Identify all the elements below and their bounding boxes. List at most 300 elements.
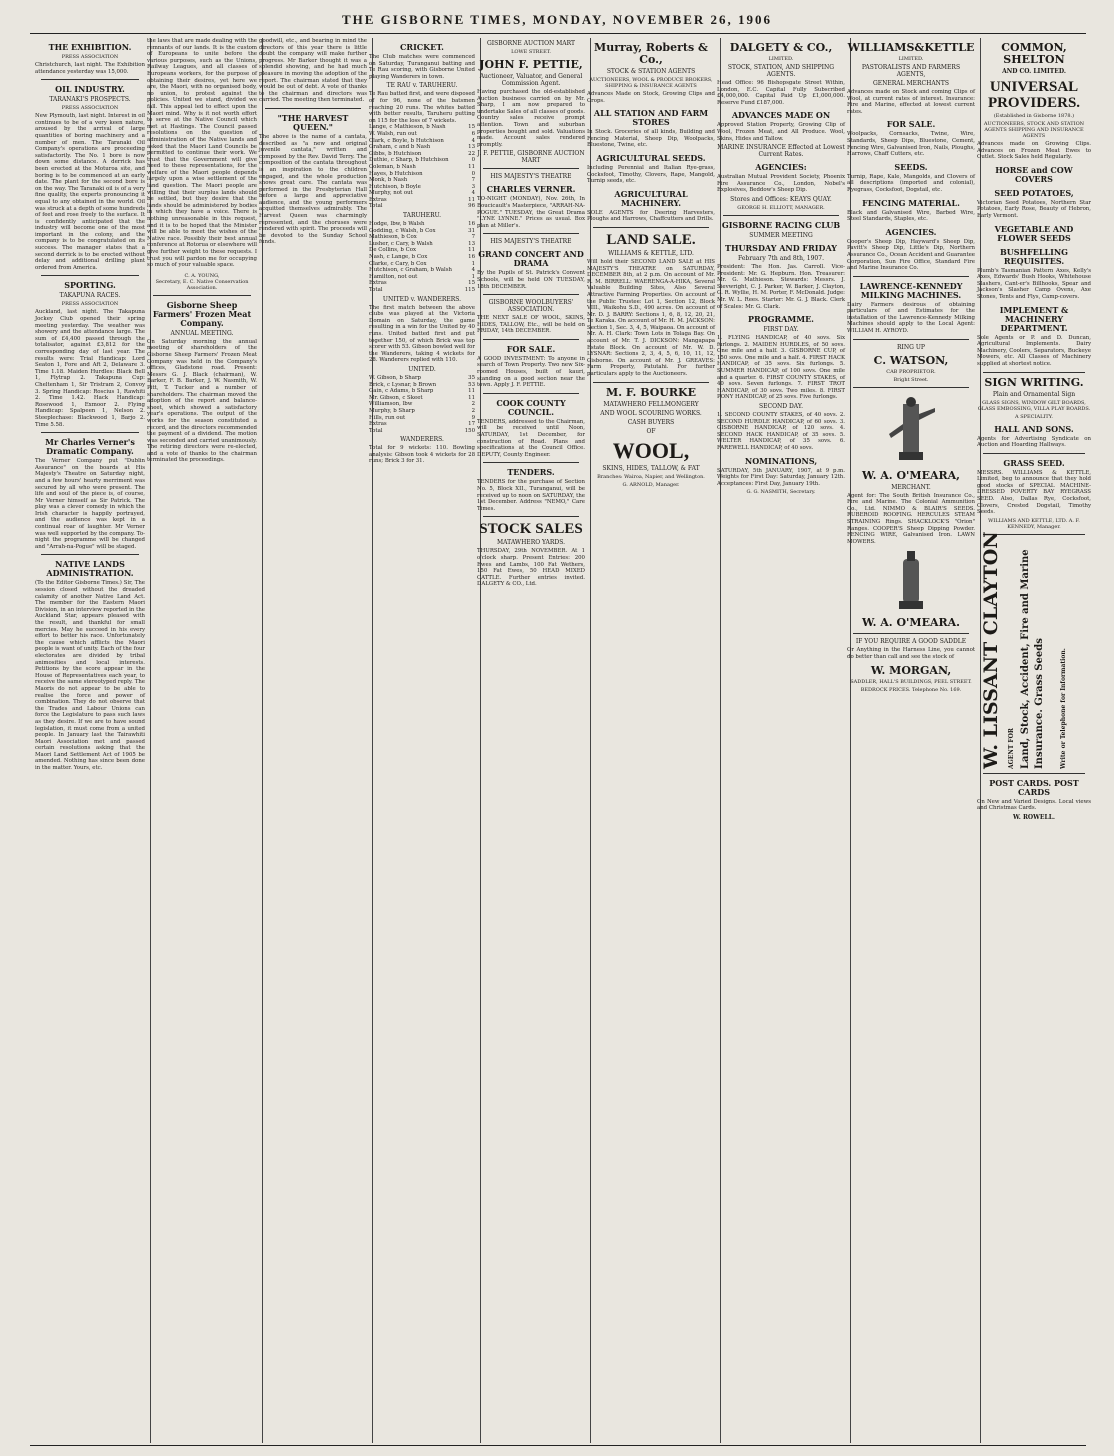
footer-rule [30,1445,1086,1446]
bourke-branches: Branches: Wairoa, Napier, and Wellington. [597,473,705,480]
common-implement-heading: IMPLEMENT & MACHINERY DEPARTMENT. [999,304,1069,333]
batsman-name: Coleman, b Nash [369,163,416,170]
batsman-runs: 115 [464,287,475,293]
bourke-subtitle-2: AND WOOL SCOURING WORKS. [600,409,702,417]
common-services: AUCTIONEERS, STOCK AND STATION AGENTS SHIPPING AND INSURANCE AGENTS [983,121,1085,139]
batsman-name: W. Gibson, b Sharp [369,374,421,381]
dalgety-advances-heading: ADVANCES MADE ON [731,110,831,121]
morgan-telephone: BEDROCK PRICES. Telephone No. 169. [860,686,962,693]
batsman-name: Total [369,203,383,210]
masthead-rule [30,33,1086,34]
dalgety-agencies-body: Australian Mutual Provident Society, Phoenix Fire Assurance Co., London, Nobel's Explosives, Beddow's Sheep Dip. [717,174,847,194]
native-body: (To the Editor Gisborne Times.) Sir, The session closed without the dreaded calamity of another Native Land Act. The member for the Eastern Maori Division, in an interview reported in the Auckland Star, appears pleased with the result, and thankful for small mercies. May he succeed in his every effort to better his race. Unfortunately the cause which afflicts the Maori people is want of unity. Each of the four electorates are divided by tribal animosities and local interests. Petitions by the score appear in the House of Representatives each year, to receive the same stereotyped reply. The Maoris do not appear to be able to realise the force and power of combination. They do not observe that the Trades and Labour Unions can force the Legislature to pass such laws as they desire. If we are to have sound legislation, it must come from a united people. In January last the Tairawhiti Maori Association met and passed certain resolutions asking that the Maori Land Settlement Act of 1905 be amended. Nothing has since been done in the matter. Yours, etc. [35,580,147,772]
common-bushfelling-heading: BUSHFELLING REQUISITES. [1000,246,1068,266]
racing-signoff: G. G. NASMITH, Secretary. [746,489,816,496]
cricket-sub3: UNITED v. WANDERERS. [382,295,462,303]
batsman-name: Extras [369,280,387,287]
common-bushfelling-body: Plumb's Tasmanian Pattern Axes, Kelly's Axes, Edwards' Bush Hooks, Whitehouse Slashers, Cant-er's Billhooks, Spear and Jackson's Slasher Camp Ovens, Axe Stones, Tents and Flys, Camp-covers. [977,267,1093,300]
batsman-runs: 15 [468,280,475,287]
batsman-runs: 15 [468,124,475,131]
batsman-name: Graham, c and b Nash [369,144,431,151]
watson-name: C. WATSON, [873,353,949,367]
saddle-body: Or Anything in the Harness Line, you cannot do better than call and see the stock of [847,647,977,660]
dalgety-name: DALGETY & CO., [729,41,833,54]
batsman-runs: 35 [468,374,475,381]
wk-forsale-heading: FOR SALE. [886,119,936,130]
column-9 [972,38,1096,1443]
dalgety-marine: MARINE INSURANCE Effected at Lowest Current Rates. [717,144,845,159]
signature-title: Secretary, E. C. Native Conservation Association. [155,278,249,291]
batsman-runs: 13 [468,240,475,247]
sign-heading: SIGN WRITING. [984,375,1084,389]
wk-subtitle-3: GENERAL MERCHANTS [872,80,950,87]
batsman-runs: 13 [468,144,475,151]
batsman-name: Lusher, c Cary, b Walsh [369,240,433,247]
murray-subtitle-2: AUCTIONEERS, WOOL & PRODUCE BROKERS, SHIPPING & INSURANCE AGENTS [589,77,713,89]
dalgety-subtitle: LIMITED. [768,56,794,62]
score-row [369,395,475,402]
batsman-name: Total [369,427,383,434]
omeara-body: Agent for: The South British Insurance Co., Fire and Marine. The Colonial Ammunition Co., Ltd. NIMMO & BLAIR'S SEEDS. RUBEROID ROOFING. HERCULES STEAM STRAINING Rings. SHACKLOCK'S "Orion" Ranges. COOPER'S Sheep Dipping Powder. FENCING WIRE, Galvanised Iron. LAWN MOWERS. [847,492,977,545]
sheep-subheading: ANNUAL MEETING. [170,329,234,337]
score-row [369,428,475,435]
theatre-heading: HIS MAJESTY'S THEATRE [490,173,572,181]
batsman-runs: 3 [471,183,475,190]
score-row [369,280,475,287]
batsman-runs: 11 [468,247,475,254]
exhibition-heading: THE EXHIBITION. [48,42,132,52]
divider [483,233,579,234]
score-row [369,267,475,274]
wk-body: Advances made on Stock and coming Clips of Wool, at current rates of interest. Insurance: Fire and Marine, effected at lowest current rates. [847,89,977,115]
harvest-heading: "THE HARVEST QUEEN." [277,112,349,132]
sign-speciality: A SPECIALITY. [1015,413,1053,420]
divider [853,633,969,634]
batsman-runs: 0 [471,170,475,177]
sporting-byline: PRESS ASSOCIATION [61,301,119,308]
divider [483,168,579,169]
watson-street: Bright Street. [893,376,929,383]
score-row [369,401,475,408]
oil-heading: OIL INDUSTRY. [55,84,125,95]
dalgety-signoff: GEORGE H. ELLIOTT, MANAGER. [737,204,825,211]
batsman-name: De Collins, b Cox [369,247,417,254]
score-row [369,221,475,228]
murray-seeds-body: Including Perennial and Italian Rye-grass, Cocksfoot, Timothy, Clovers, Rape, Mangold, Turnip seeds, etc. [587,164,717,185]
column-5 [472,38,591,1443]
common-seeds-heading: VEGETABLE AND FLOWER SEEDS [994,223,1074,243]
batsman-runs: 2 [471,407,475,414]
stock-body: THURSDAY, 29th NOVEMBER. At 1 o'clock sharp. Present Entries: 200 Ewes and Lambs, 100 Fat Wethers, 150 Fat Ewes, 50 HEAD MIXED CATTLE. Further entries invited. DALGETY & CO., Ltd. [477,548,587,588]
morgan-name: W. MORGAN, [870,663,952,677]
divider [483,393,579,394]
cricket-body2: Te Rau batted first, and were disposed of for 96, none of the batsmen reaching 20 runs. The whites batted with better results, Taruheru putting on 115 for the loss of 7 wickets. [369,91,477,124]
wk-fencing-body: Black and Galvanised Wire, Barbed Wire, Steel Standards, Staples, etc. [847,209,977,223]
oil-byline: PRESS ASSOCIATION [61,105,119,112]
score-row [369,171,475,178]
batsman-name: Murphy, not out [369,190,413,197]
saddle-heading: IF YOU REQUIRE A GOOD SADDLE [855,638,967,646]
morgan-address: SADDLER, HALL'S BUILDINGS, PEEL STREET. [850,678,972,685]
score-row [369,421,475,428]
common-name-2: AND CO. LIMITED. [1002,68,1066,75]
pettie-body: Having purchased the old-established Auction business carried on by Mr. Sharp, I am now prepared to undertake Sales of all classes of goods. Country sales receive prompt attention. Town and suburban properties bought and sold. Valuations made. Account sales rendered promptly. [477,89,587,148]
sheep-continued-body: goodwill, etc., and bearing in mind the directors of this year there is little doubt the company will make further progress. Mr Barker thought it was a splendid showing, and he had much pleasure in moving the adoption of the report. The chairman stated that they would be out of debt. A vote of thanks to the chairman and directors was carried. The meeting then terminated. [259,38,369,104]
pump-illustration-icon [881,394,941,464]
clayton-advert [977,531,1091,769]
batsman-runs: 22 [468,150,475,157]
sign-name: HALL AND SONS. [994,423,1074,434]
batsman-runs: 53 [468,381,475,388]
wk-agencies-body: Cooper's Sheep Dip, Hayward's Sheep Dip, Pavitt's Sheep Dip, Little's Dip, Northern Assurance Co., Ocean Accident and Guarantee Corporation, Sun Fire Office, Standard Fire and Marine Insurance Co. [847,238,977,272]
scorecard-2 [369,221,475,294]
column-4 [364,38,481,1443]
racing-officials: President: The Hon. Jas. Carroll. Vice-President: Mr. G. Hepburn. Hon. Treasurer: Mr. G. Mathieson. Stewards: Messrs. J. Sievwright, C. J. Parker, W. Barker, J. Clayton, G. R. Wyllie, H. M. Porter, F. McDonald. Judge: Mr. W. L. Rees. Starter: Mr. G. J. Black. Clerk of Scales: Mr. G. Clark. [717,263,847,310]
bourke-signoff: G. ARNOLD, Manager. [622,481,680,488]
batsman-runs: 2 [471,401,475,408]
racing-dates: February 7th and 8th, 1907. [738,254,824,262]
divider [483,462,579,463]
verner-body: The Verner Company put "Dublin Assurance" on the boards at His Majesty's Theatre on Saturday night, and a few hours' hearty merriment was secured by all who were present. The life and soul of the piece is, of course, Mr Verner himself as Sir Patrick. The play was a clever comedy in which the Irish character is happily portrayed, and the audience was kept in a continual roar of laughter. Mr Verner was well supported by the company. To-night the programme will be changed and "Arrah-na-Pogue" will be staged. [35,458,147,550]
exhibition-body: Christchurch, last night. The Exhibition attendance yesterday was 15,000. [35,62,147,75]
score-row [369,131,475,138]
pettie-street: LOWE STREET. [511,49,551,55]
racing-subtitle: SUMMER MEETING [749,231,813,239]
pettie-signoff: J. F. PETTIE, GISBORNE AUCTION MART [477,150,585,165]
pettie-subtitle: Auctioneer, Valuator, and General Commission Agent. [479,73,583,87]
dalgety-agencies-heading: AGENCIES: [755,162,807,173]
divider [153,295,251,296]
score-row [369,228,475,235]
omeara-name-2: W. A. O'MEARA. [861,616,961,630]
batsman-runs: 150 [464,427,475,434]
cricket-body4: Total for 9 wickets: 110. Bowling analysis: Gibson took 4 wickets for 28 runs; Brick 3 for 31. [369,445,477,465]
murray-stores-body: In Stock. Groceries of all kinds, Building and Fencing Material, Sheep Dip, Woolpacks, Bluestone, Twine, etc. [587,129,717,149]
wk-subtitle: LIMITED. [898,56,924,62]
milking-body: Dairy Farmers desirous of obtaining particulars of and Estimates for the installation of the Lawrence-Kennedy Milking Machines should apply to the Local Agent: WILLIAM H. AYROYD. [847,301,977,335]
cricket-sub5: WANDERERS. [400,436,444,444]
batsman-name: W. Walsh, run out [369,130,417,137]
postcards-heading: POST CARDS. POST CARDS [989,777,1079,797]
sporting-body: Auckland, last night. The Takapuna Jockey Club opened their spring meeting yesterday. The weather was showery and the attendance large. The sum of £4,400 passed through the totalisator, against £3,812 for the corresponding day of last year. The results were: Trial Handicap: Lord Seaton 1, Fore and Aft 2, Delaware 3. Time 1.18. Maiden Hurdles: Black Bell 1, Flytrap 2. Takapuna Cup: Cheltenham 1, Sir Tristram 2, Convoy 3. Spring Handicap: Roscius 1, Rawhiti 2. Time 1.42. Hack Handicap: Rosewood 1, Exmoor 2. Flying Handicap: Spalpeen 1, Nelson 2. Steeplechase: Blackwood 1, Barjo 2. Time 5.58. [35,309,147,428]
column-6 [582,38,721,1443]
verner-heading: Mr Charles Verner's Dramatic Company. [45,437,135,457]
sheep-heading: Gisborne Sheep Farmers' Frozen Meat Company. [152,299,252,328]
racing-nominations-heading: NOMINATIONS, [744,455,818,466]
score-row [369,234,475,241]
cricket-sub2: TARUHERU. [402,212,442,220]
batsman-name: Williamson, lbw [369,401,413,408]
batsman-name: Lange, c Mathieson, b Nash [369,124,446,131]
score-row [369,124,475,131]
clayton-name: W. LISSANT CLAYTON [980,531,1002,769]
batsman-name: Godding, c Walsh, b Cox [369,227,436,234]
racing-first-day: FIRST DAY. [763,326,799,334]
wk-fencing-heading: FENCING MATERIAL. [862,197,960,208]
tenders-heading: TENDERS. [507,467,555,478]
grass-body: MESSRS. WILLIAMS & KETTLE, Limited, beg to announce that they hold good stocks of SPECIAL MACHINE-DRESSED POVERTY BAY RYEGRASS SEED. Also, Dallas Rye, Cocksfoot, Clovers, Crested Dogstail, Timothy Seeds. [977,469,1093,516]
bourke-subtitle: MATAWHERO FELLMONGERY [603,400,699,408]
bourke-subtitle-4: OF [646,427,656,435]
racing-nominations-body: SATURDAY, 5th JANUARY, 1907, at 9 p.m. Weights for First Day: Saturday, January 12th. Acceptances: First Day, January 19th. [717,467,847,487]
murray-machinery-body: SOLE AGENTS for Deering Harvesters, Ploughs and Harrows, Chaffcutters and Drills. [587,209,717,223]
cricket-body: The Club matches were commenced on Saturday, Turanganui batting and Te Rau scoring, with Gisborne United playing Wanderers in town. [369,54,477,80]
grass-heading: GRASS SEED. [1003,457,1065,468]
racing-programme-heading: PROGRAMME. [748,314,814,325]
batsman-name: Clark, c Boyle, b Hutchison [369,137,444,144]
pettie-mart-heading: GISBORNE AUCTION MART [486,40,576,47]
clayton-agent: AGENT FOR [1008,727,1015,769]
murray-machinery-heading: AGRICULTURAL MACHINERY. [614,188,688,208]
batsman-runs: 0 [471,157,475,164]
divider [483,516,579,517]
score-row [369,184,475,191]
signature: C. A. YOUNG, [184,272,220,279]
woolbuyers-heading: GISBORNE WOOLBUYERS' ASSOCIATION. [488,299,574,314]
wk-agencies-heading: AGENCIES. [885,226,937,237]
batsman-name: Total [369,287,383,293]
woolbuyers-body: THE NEXT SALE OF WOOL, SKINS, HIDES, TALLOW, Etc., will be held on FRIDAY, 14th DECEMBER. [477,315,587,335]
wk-seeds-body: Turnip, Rape, Kale, Mangolds, and Clovers of all descriptions (imported and colonial), Ryegrass, Cocksfoot, Dogstail, etc. [847,173,977,193]
batsman-runs: 7 [471,177,475,184]
score-row [369,382,475,389]
theatre-heading-2: HIS MAJESTY'S THEATRE [490,238,572,246]
racing-days: THURSDAY AND FRIDAY [725,242,837,253]
landsale-heading: LAND SALE. [606,231,696,248]
divider [593,382,709,383]
batsman-name: Hodge, lbw, b Walsh [369,221,425,228]
divider [483,339,579,340]
theatre-body: TO-NIGHT (MONDAY), Nov. 26th, In Boucicault's Masterpiece, "ARRAH-NA-POGUE." TUESDAY, the Great Drama "LYNE LYNNE." Prices as usual. Box plan at Miller's. [477,196,587,229]
divider [983,453,1085,454]
batsman-name: Extras [369,421,387,428]
divider [723,215,839,216]
batsman-name: Monk, b Nash [369,177,408,184]
score-row [369,190,475,197]
batsman-name: Hamilton, not out [369,273,418,280]
divider [593,227,709,228]
score-row [369,254,475,261]
score-row [369,247,475,254]
divider [265,108,361,109]
milking-heading: LAWRENCE-KENNEDY MILKING MACHINES. [859,280,963,300]
grass-signoff: WILLIAMS AND KETTLE, LTD. A. F. KENNEDY, Manager. [988,517,1080,530]
oil-body: New Plymouth, last night. Interest in oil continues to be of a very keen nature, aroused by the arrival of large quantities of boring machinery and a number of men. The Taranaki Oil Company's operations are proceeding satisfactorily. The No. 1 bore is now down some distance. A derrick has been erected at the Moturoa site, and boring is to be commenced at an early date. The plant for the second bore is on the way. The Taranaki oil is of a very fine quality, the experts pronouncing it equal to any obtained in the world. Oil was struck at a depth of some hundreds of feet and rose freely to the surface. It is confidently anticipated that the industry will become one of the most important in the colony, and the company is to be congratulated on its success. The manager states that a second derrick is to be erected without delay and additional drilling plant ordered from America. [35,113,147,271]
score-row [369,151,475,158]
batsman-runs: 11 [468,196,475,203]
cricket-heading: CRICKET. [400,42,444,52]
forsale-heading: FOR SALE. [506,343,556,354]
stock-heading: STOCK SALES [479,521,583,538]
score-row [369,164,475,171]
native-heading: NATIVE LANDS ADMINISTRATION. [46,559,134,579]
landsale-body: Will hold their SECOND LAND SALE at HIS MAJESTY'S THEATRE on SATURDAY, DECEMBER 8th, at 2 p.m. On account of Mr. R. M. BIRRELL: WAERENGA-A-HIKA, Several Valuable Building Sites, Also Several Attractive Farming Properties. On account of the Public Trustee: Lot 1, Section 12, Block VIII., Waikohu S.D., 490 acres. On account of Mr. D. J. BARRY: Sections 1, 6, 8, 12, 20, 21, Te Karaka. On account of Mr. H. M. JACKSON: Section 1, Sec. 3, 4, 5, Waipaoa. On account of Mr. A. H. Clark: Town Lots in Tolaga Bay. On account of Mr. T. J. DICKSON: Mangapapa Estate Block. On account of Mr. W. D. LYSNAR: Sections 2, 3, 4, 5, 6, 10, 11, 12, Gisborne. On account of Mr. J. GREAVES: Farm Property, Patutahi. For further particulars apply to the Auctioneers. [587,258,717,378]
batsman-name: Hills, run out [369,414,406,421]
batsman-runs: 7 [471,234,475,241]
watson-title: CAB PROPRIETOR. [886,368,936,375]
batsman-name: Extras [369,196,387,203]
pettie-name: JOHN F. PETTIE, [479,58,583,71]
batsman-runs: 9 [471,414,475,421]
wk-subtitle-2: PASTORALISTS AND FARMERS AGENTS, [861,64,961,78]
score-row [369,157,475,164]
wk-forsale-body: Woolpacks, Cornsacks, Twine, Wire, Standards, Sheep Dips, Bluestone, Cement, Fencing Wire, Galvanised Iron, Nails, Ploughs, Harrows, Chaff Cutters, etc. [847,131,977,158]
score-row [369,197,475,204]
bourke-subtitle-3: CASH BUYERS [627,418,675,426]
batsman-name: Clarke, c Cary, b Cox [369,260,427,267]
column-3 [254,38,373,1443]
batsman-name: Nash, c Lange, b Cox [369,254,428,261]
batsman-runs: 6 [471,130,475,137]
cook-heading: COOK COUNTY COUNCIL. [496,397,566,417]
score-row [369,203,475,210]
batsman-name: Brick, c Lysnar, b Brown [369,381,437,388]
batsman-runs: 16 [468,254,475,261]
batsman-name: Murphy, b Sharp [369,407,415,414]
batsman-name: Hayes, b Hutchison [369,170,423,177]
sheep-body: On Saturday morning the annual meeting of shareholders of the Gisborne Sheep Farmers' Frozen Meat Company was held in the Company's offices, Gladstone road. Present: Messrs G. J. Black (chairman), W. Barker, F. B. Barker, J. W. Nasmith, W. Pitt, T. Tucker and a number of shareholders. The chairman moved the adoption of the report and balance-sheet, which showed a satisfactory year's operations. The output of the works for the season constituted a record, and the directors recommended the payment of a dividend. The motion was seconded and carried unanimously. The retiring directors were re-elected, and a vote of thanks to the chairman terminated the proceedings. [147,338,259,464]
common-name: COMMON, SHELTON [1001,41,1067,66]
clayton-contact: Write or Telephone for Information. [1060,648,1067,769]
racing-second-day: SECOND DAY. [759,403,803,411]
divider [983,372,1085,373]
common-providers: UNIVERSAL PROVIDERS. [987,79,1081,111]
concert-body: By the Pupils of St. Patrick's Convent Schools, will be held ON TUESDAY, 18th DECEMBER. [477,270,587,290]
exhibition-byline: PRESS ASSOCIATION [61,54,119,60]
common-covers-heading: HORSE and COW COVERS [995,164,1073,184]
sprayer-illustration-icon [891,551,931,611]
clayton-services: Land, Stock, Accident, Fire and Marine Insurance. Grass Seeds [1020,549,1045,769]
dalgety-subtitle-2: STOCK, STATION, AND SHIPPING AGENTS. [727,64,835,78]
dalgety-body: Head Office: 96 Bishopsgate Street Within, London, E.C. Capital Fully Subscribed £4,000,000. Capital Paid Up £1,000,000. Reserve Fund £187,000. [717,80,847,106]
column-7 [712,38,851,1443]
score-row [369,274,475,281]
dalgety-advances-body: Approved Station Property, Growing Clip of Wool, Frozen Meat, and All Produce. Wool, Skins, Hides and Tallow. [717,122,847,142]
cricket-body3: The first match between the above clubs was played at the Victoria Domain on Saturday, the game resulting in a win for the United by 40 runs. United batted first and put together 150, of which Brick was top scorer with 53. Gibson bowled well for the Wanderers, taking 4 wickets for 28. Wanderers replied with 110. [369,304,477,364]
racing-second-day-body: 1. SECOND COUNTY STAKES, of 40 sovs. 2. SECOND HURDLE HANDICAP, of 60 sovs. 3. GISBORNE HANDICAP, of 120 sovs. 4. SECOND HACK HANDICAP, of 35 sovs. 5. WELTER HANDICAP, of 35 sovs. 6. FAREWELL HANDICAP, of 40 sovs. [717,412,847,451]
divider [853,276,969,277]
batsman-runs: 96 [468,203,475,210]
batsman-runs: 11 [468,163,475,170]
harvest-body: The above is the name of a cantata, described as "a new and original juvenile cantata," written and composed by the Rev. David Terry. The composition of the cantata throughout is an inspiration to the children engaged, and the whole production shows great care. The cantata was performed in the Presbyterian Hall before a large and appreciative audience, and the young performers acquitted themselves admirably. The Harvest Queen was charmingly represented, and the choruses were rendered with spirit. The proceeds will be devoted to the Sunday School funds. [259,133,369,246]
score-row [369,241,475,248]
score-row [369,261,475,268]
common-established: (Established in Gisborne 1878.) [993,113,1075,119]
postcards-signoff: W. ROWELL. [1012,814,1056,822]
sporting-heading: SPORTING. [64,280,116,291]
divider [853,339,969,340]
batsman-runs: 31 [468,227,475,234]
batsman-name: Duthie, c Sharp, b Hutchison [369,157,449,164]
sign-subtitle: Plain and Ornamental Sign [992,390,1076,398]
oil-subheading: TARANAKI'S PROSPECTS. [49,96,131,104]
score-row [369,144,475,151]
scorecard-1 [369,124,475,210]
column-8 [842,38,981,1443]
murray-name: Murray, Roberts & Co., [594,41,708,66]
omeara-name: W. A. O'MEARA, [861,468,961,482]
column-1 [30,38,151,1443]
cricket-sub1: TE RAU v. TARUHERU. [386,82,458,90]
sign-body: Agents for Advertising Syndicate on Auction and Hoarding Hallways. [977,435,1093,449]
concert-heading: GRAND CONCERT AND DRAMA [478,249,584,269]
forsale-body: A GOOD INVESTMENT: To anyone in search of Town Property. Two new Six-roomed Houses, built of kauri, standing on a good section near the town. Apply J. F. PETTIE. [477,355,587,389]
batsman-name: Hutchison, b Boyle [369,183,421,190]
scorecard-3 [369,375,475,434]
cricket-sub4: UNITED. [408,365,436,373]
batsman-runs: 4 [471,267,475,274]
bourke-subtitle-5: SKINS, HIDES, TALLOW, & FAT [602,464,700,472]
dalgety-stores: Stores and Offices: KEAYS QUAY. [730,195,832,203]
masthead-title: THE GISBORNE TIMES, MONDAY, NOVEMBER 26, 1906 [341,12,773,27]
racing-heading: GISBORNE RACING CLUB [721,219,841,230]
bourke-name: M. F. BOURKE [606,385,696,399]
batsman-runs: 16 [468,221,475,228]
batsman-name: Mr. Gibson, c Skeet [369,394,423,401]
score-row [369,287,475,294]
batsman-runs: 11 [468,394,475,401]
sign-subtitle-2: GLASS SIGNS, WINDOW GILT BOARDS, GLASS EMBOSSING, VILLA PLAY BOARDS. [977,399,1091,412]
murray-seeds-heading: AGRICULTURAL SEEDS. [596,152,706,163]
common-implement-body: Sole Agents or P. and D. Duncan, Agricultural Implements. Dairy Machinery, Coolers, Separators, Buckeye Mowers, etc. All Classes of Machinery supplied at shortest notice. [977,334,1093,367]
bourke-wool: WOOL, [612,437,690,463]
score-row [369,138,475,145]
batsman-runs: 1 [471,260,475,267]
batsman-runs: 11 [468,388,475,395]
batsman-runs: 17 [468,421,475,428]
batsman-name: Gain, c Adams, b Sharp [369,388,434,395]
stock-subheading: MATAWHERO YARDS. [497,539,565,547]
common-potatoes-body: Victorian Seed Potatoes, Northern Star Potatoes, Early Rose, Beauty of Hebron, Early Vermont. [977,199,1093,219]
divider [983,773,1085,774]
batsman-name: Mathieson, b Cox [369,234,417,241]
batsman-name: Gibbs, b Hutchison [369,150,422,157]
watson-ringup: RING UP [897,343,925,351]
batsman-name: Hutchison, c Graham, b Walsh [369,267,452,274]
batsman-runs: 4 [471,190,475,197]
batsman-runs: 1 [471,273,475,280]
divider [41,275,139,276]
sporting-subheading: TAKAPUNA RACES. [59,292,121,300]
masthead [30,10,1084,30]
cook-body: TENDERS, addressed to the Chairman, will be received until Noon, SATURDAY, 1st December, for construction of Road. Plans and specifications at the Council Office. DEPUTY, County Engineer. [477,418,587,458]
murray-subtitle: STOCK & STATION AGENTS [606,68,696,75]
wk-seeds-heading: SEEDS. [894,161,928,172]
score-row [369,177,475,184]
score-row [369,375,475,382]
common-potatoes-heading: SEED POTATOES, [994,187,1074,198]
divider [483,294,579,295]
theatre-star: CHARLES VERNER. [486,184,576,195]
score-row [369,415,475,422]
murray-body: Advances Made on Stock, Growing Clips and Crops. [587,91,717,104]
native-continued-body: the laws that are made dealing with the remnants of our lands. It is the custom of Europeans to unite before the various purposes, such as the Unions, Railway Leagues, and all classes of Europeans workers, for the purpose of obtaining their desires, yet here we are, the Maori, with no organised body, no union, to protest against the policies. United we stand, divided we fall. This appeal led to effect upon the Maori mind. Why is it not worth effort to serve at the Native Council which met at Hastings. The Council passed resolutions on the question of administration of the Native lands and asked that the Maori Land Councils be permitted to continue their work. We trust that the Government will give heed to these representations, for the welfare of the Maori people depends largely upon a wise settlement of the land question. The Maori people are willing that their surplus lands should be settled, but they desire that the lands should be administered by bodies in which they have a voice. There is nothing unreasonable in this request, and it is to be hoped that the Minister will be able to meet the wishes of the Native race. Possibly their best annual conference at Rotorua or elsewhere will give further weight to these requests. I trust you will pardon me for occupying so much of your valuable space. [147,38,259,269]
score-row [369,408,475,415]
murray-stores-heading: ALL STATION AND FARM STORES [593,108,709,128]
postcards-body: On New and Varied Designs. Local views and Christmas Cards. [977,798,1093,812]
landsale-subtitle: WILLIAMS & KETTLE, LTD. [608,249,694,257]
score-row [369,388,475,395]
divider [853,387,969,388]
common-body: Advances made on Growing Clips. Advances on Frozen Meat Ewes to Outlet. Stock Sales held Regularly. [977,141,1093,161]
divider [41,432,139,433]
divider [41,554,139,555]
tenders-body: TENDERS for the purchase of Section No. 5, Block XII., Turanganui, will be received up to noon on SATURDAY, the 1st December. Address "NEMO," Care Times. [477,479,587,512]
column-2 [142,38,263,1443]
batsman-runs: 4 [471,137,475,144]
racing-first-day-body: 1. FLYING HANDICAP, of 40 sovs. Six furlongs. 2. MAIDEN HURDLES, of 50 sovs. One mile and a half. 3. GISBORNE CUP, of 150 sovs. One mile and a half. 4. FIRST HACK HANDICAP, of 35 sovs. Six furlongs. 5. SUMMER HANDICAP, of 100 sovs. One mile and a quarter. 6. FIRST COUNTY STAKES, of 40 sovs. Seven furlongs. 7. FIRST TROT HANDICAP, of 30 sovs. Two miles. 8. FIRST PONY HANDICAP, of 25 sovs. Five furlongs. [717,335,847,401]
omeara-title: MERCHANT. [891,483,931,491]
